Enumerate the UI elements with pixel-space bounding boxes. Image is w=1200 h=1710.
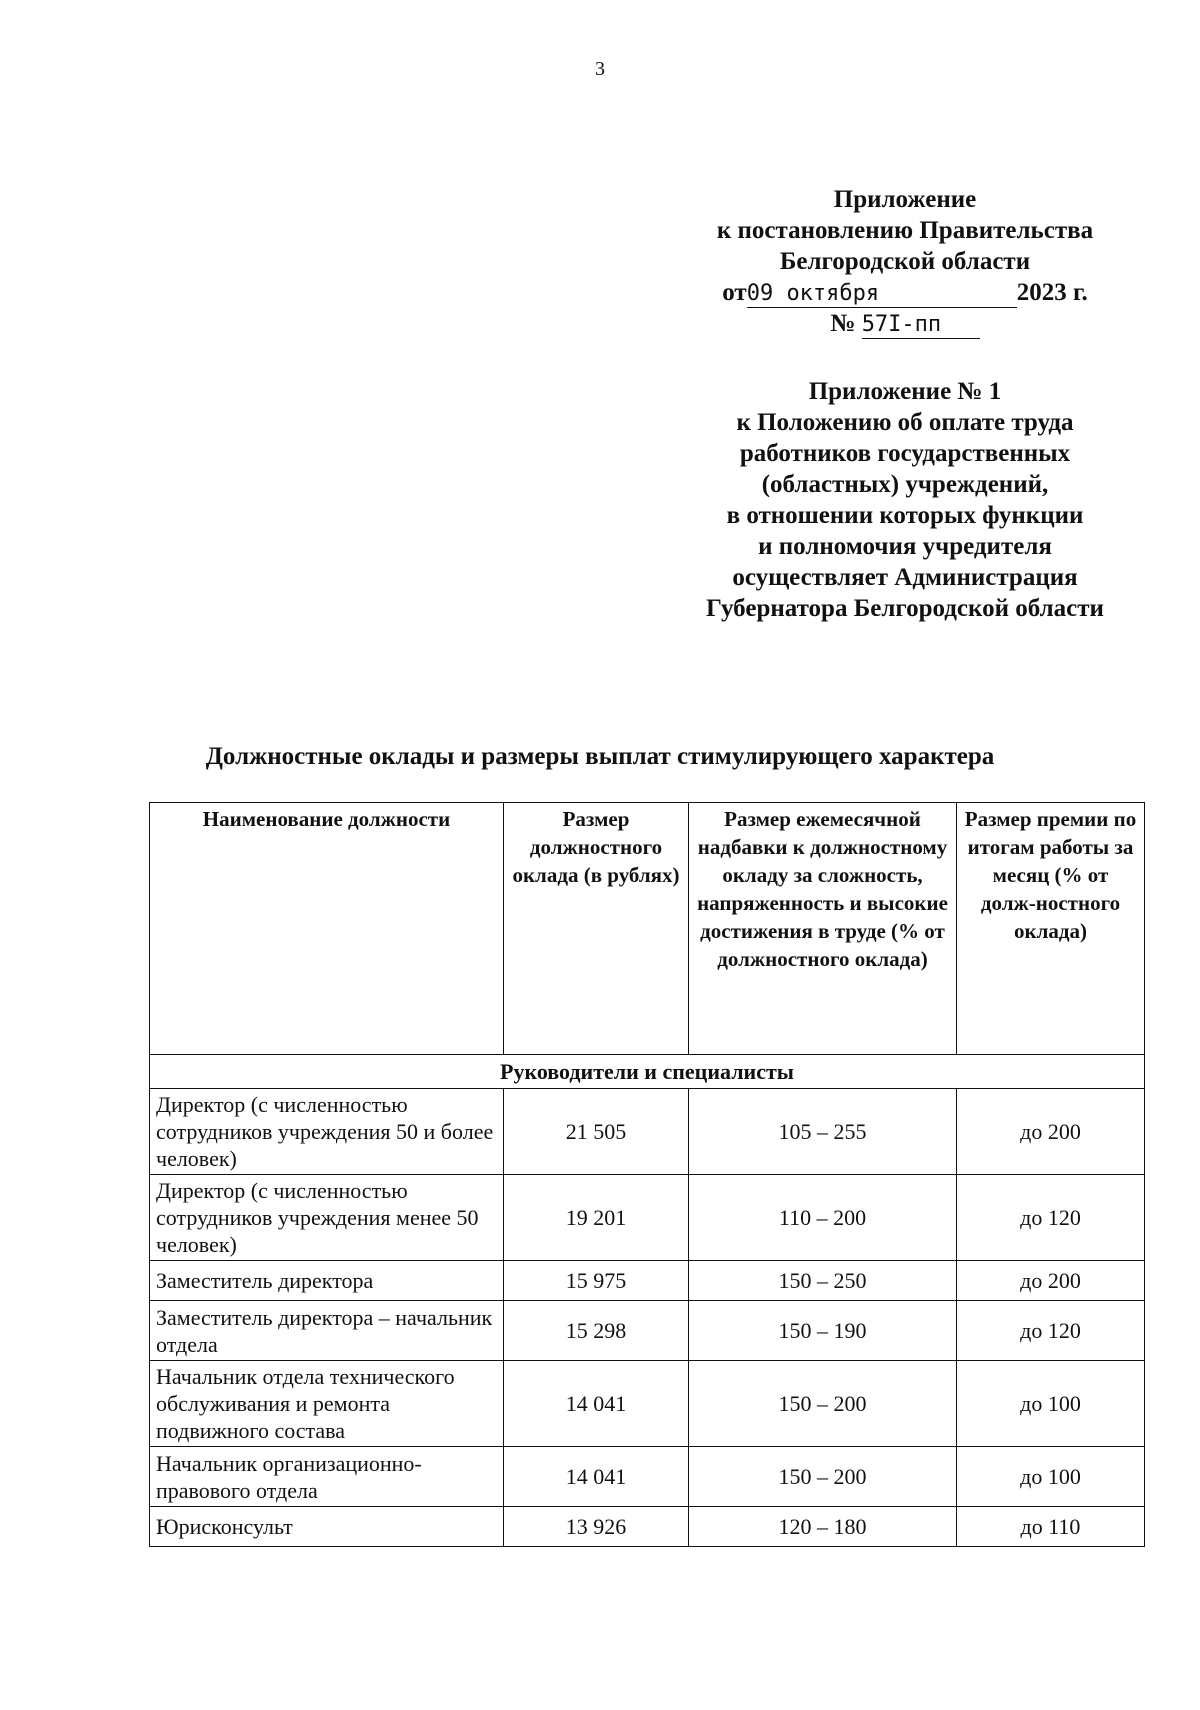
cell-allowance: 110 – 200 — [689, 1175, 957, 1261]
appendix-1-line: работников государственных — [739, 440, 1071, 467]
table-row — [150, 1361, 1145, 1447]
cell-salary: 14 041 — [504, 1447, 689, 1507]
cell-bonus: до 200 — [957, 1261, 1145, 1301]
cell-position: Юрисконсульт — [150, 1507, 504, 1547]
cell-allowance: 120 – 180 — [689, 1507, 957, 1547]
salary-table — [149, 802, 1145, 1547]
table-row — [150, 1261, 1145, 1301]
cell-allowance: 150 – 200 — [689, 1447, 957, 1507]
cell-salary: 21 505 — [504, 1089, 689, 1175]
header-position: Наименование должности — [150, 803, 504, 1055]
cell-bonus: до 110 — [957, 1507, 1145, 1547]
cell-salary: 15 298 — [504, 1301, 689, 1361]
number-value: 57I-пп — [862, 312, 980, 339]
cell-position: Заместитель директора — [150, 1261, 504, 1301]
appendix-1-line: в отношении которых функции — [726, 502, 1084, 529]
section-title: Руководители и специалисты — [150, 1055, 1145, 1089]
appendix-1-block — [650, 376, 1160, 624]
table-title: Должностные оклады и размеры выплат стимулирующего характера — [205, 743, 995, 770]
appendix-date-line — [650, 277, 1160, 308]
number-prefix: № — [830, 310, 856, 337]
table-row — [150, 1089, 1145, 1175]
table-row — [150, 1175, 1145, 1261]
appendix-line-2: к постановлению Правительства — [716, 217, 1094, 244]
date-prefix: от — [722, 279, 747, 306]
appendix-1-line: и полномочия учредителя — [758, 533, 1052, 560]
cell-salary: 13 926 — [504, 1507, 689, 1547]
cell-salary: 19 201 — [504, 1175, 689, 1261]
cell-allowance: 150 – 190 — [689, 1301, 957, 1361]
cell-allowance: 105 – 255 — [689, 1089, 957, 1175]
cell-allowance: 150 – 200 — [689, 1361, 957, 1447]
appendix-1-line: (областных) учреждений, — [761, 471, 1049, 498]
appendix-1-line: Губернатора Белгородской области — [706, 595, 1104, 622]
appendix-header — [650, 184, 1160, 339]
appendix-title: Приложение — [833, 186, 977, 213]
appendix-1-line: осуществляет Администрация — [732, 564, 1078, 591]
header-salary: Размер должностного оклада (в рублях) — [504, 803, 689, 1055]
cell-position: Заместитель директора – начальник отдела — [150, 1301, 504, 1361]
cell-bonus: до 100 — [957, 1447, 1145, 1507]
cell-allowance: 150 – 250 — [689, 1261, 957, 1301]
cell-bonus: до 200 — [957, 1089, 1145, 1175]
cell-bonus: до 120 — [957, 1301, 1145, 1361]
cell-position: Директор (с численностью сотрудников учреждения 50 и более человек) — [150, 1089, 504, 1175]
section-row — [150, 1055, 1145, 1089]
appendix-number-line — [650, 308, 1160, 339]
cell-position: Начальник организационно-правового отдела — [150, 1447, 504, 1507]
cell-bonus: до 100 — [957, 1361, 1145, 1447]
table-header-row — [150, 803, 1145, 1055]
cell-position: Начальник отдела технического обслуживания и ремонта подвижного состава — [150, 1361, 504, 1447]
header-bonus: Размер премии по итогам работы за месяц (% от долж-ностного оклада) — [957, 803, 1145, 1055]
appendix-1-line: к Положению об оплате труда — [736, 409, 1074, 436]
table-row — [150, 1507, 1145, 1547]
cell-bonus: до 120 — [957, 1175, 1145, 1261]
page-number: 3 — [595, 58, 605, 80]
cell-position: Директор (с численностью сотрудников учреждения менее 50 человек) — [150, 1175, 504, 1261]
appendix-line-3: Белгородской области — [779, 248, 1031, 275]
table-row — [150, 1301, 1145, 1361]
cell-salary: 15 975 — [504, 1261, 689, 1301]
date-suffix: 2023 г. — [1016, 279, 1088, 306]
header-allowance: Размер ежемесячной надбавки к должностному окладу за сложность, напряженность и высокие достижения в труде (% от должностного оклада) — [689, 803, 957, 1055]
appendix-1-line: Приложение № 1 — [808, 378, 1002, 405]
date-value: 09 октября — [747, 281, 1017, 308]
table-row — [150, 1447, 1145, 1507]
cell-salary: 14 041 — [504, 1361, 689, 1447]
